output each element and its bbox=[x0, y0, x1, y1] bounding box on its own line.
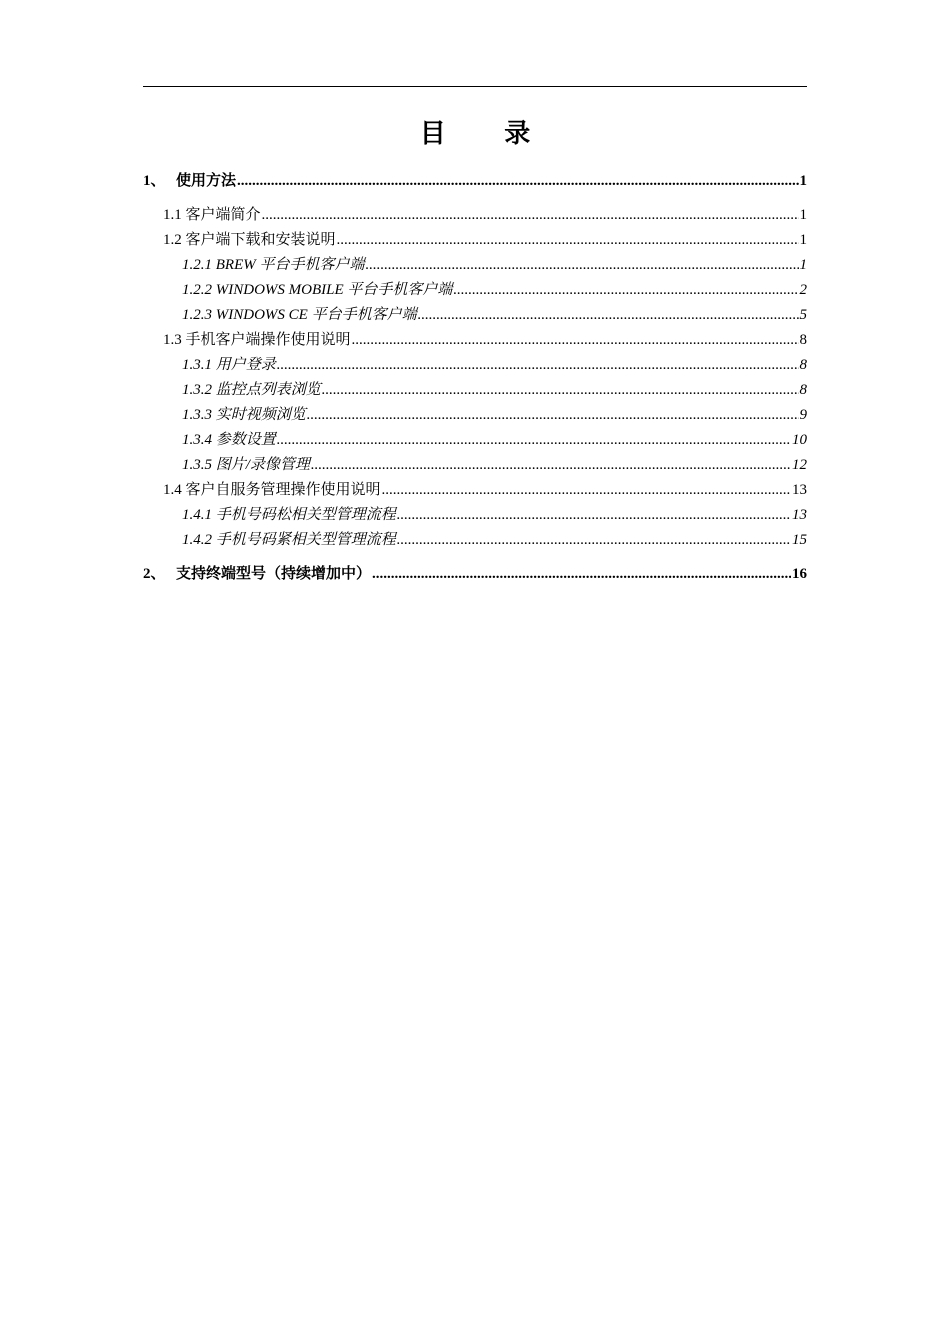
toc-entry[interactable] bbox=[143, 562, 807, 584]
toc-entry[interactable] bbox=[182, 353, 807, 375]
dot-leader bbox=[322, 380, 799, 400]
dot-leader bbox=[337, 230, 799, 250]
toc-entry-text: 1.3.1 用户登录 bbox=[182, 357, 276, 373]
toc-entry-page: 1 bbox=[799, 257, 807, 273]
toc-entry[interactable] bbox=[182, 378, 807, 400]
toc-entry-text: 1.3.2 监控点列表浏览 bbox=[182, 382, 321, 398]
toc-entry-text: 支持终端型号（持续增加中） bbox=[176, 566, 372, 582]
toc-entry-text: 1.2.2 WINDOWS MOBILE 平台手机客户端 bbox=[182, 282, 453, 298]
toc-entry-text: 1.3.4 参数设置 bbox=[182, 432, 276, 448]
toc-entry-label bbox=[143, 171, 236, 191]
toc-entry-page: 1 bbox=[799, 173, 807, 189]
toc-entry-page: 5 bbox=[799, 307, 807, 323]
toc-title: 目 录 bbox=[419, 119, 557, 148]
dot-leader bbox=[372, 564, 791, 584]
toc-entry-text: 1.2.3 WINDOWS CE 平台手机客户端 bbox=[182, 307, 417, 323]
toc-entry[interactable] bbox=[163, 478, 807, 500]
toc-entry-text: 1.2.1 BREW 平台手机客户端 bbox=[182, 257, 365, 273]
toc-entry[interactable] bbox=[182, 403, 807, 425]
toc-entry[interactable] bbox=[163, 228, 807, 250]
toc-entry[interactable] bbox=[182, 528, 807, 550]
dot-leader bbox=[397, 530, 791, 550]
toc-entry-text: 1.3.3 实时视频浏览 bbox=[182, 407, 306, 423]
toc-entry-text: 1.4.2 手机号码紧相关型管理流程 bbox=[182, 532, 396, 548]
toc-entry-page: 13 bbox=[792, 507, 807, 523]
toc-entry-page: 16 bbox=[792, 566, 807, 582]
dot-leader bbox=[418, 305, 799, 325]
toc-entry[interactable] bbox=[182, 253, 807, 275]
toc-entry-text: 1.4 客户自服务管理操作使用说明 bbox=[163, 482, 381, 498]
dot-leader bbox=[277, 430, 791, 450]
toc-entry-page: 9 bbox=[799, 407, 807, 423]
toc-entry-text: 1.1 客户端简介 bbox=[163, 207, 261, 223]
toc-entry-label bbox=[143, 564, 371, 584]
toc-entry[interactable] bbox=[182, 278, 807, 300]
toc-entry[interactable] bbox=[163, 203, 807, 225]
toc-entry-number: 2、 bbox=[143, 566, 166, 582]
toc-entry-page: 8 bbox=[799, 332, 807, 348]
dot-leader bbox=[397, 505, 791, 525]
dot-leader bbox=[382, 480, 791, 500]
toc-entry-page: 8 bbox=[799, 382, 807, 398]
toc-entry[interactable] bbox=[163, 328, 807, 350]
toc-entry-text: 1.4.1 手机号码松相关型管理流程 bbox=[182, 507, 396, 523]
toc-entry-page: 13 bbox=[792, 482, 807, 498]
toc-entry[interactable] bbox=[182, 428, 807, 450]
dot-leader bbox=[352, 330, 799, 350]
toc-entry[interactable] bbox=[182, 453, 807, 475]
header-rule bbox=[143, 86, 807, 87]
toc-entry-text: 1.2 客户端下载和安装说明 bbox=[163, 232, 336, 248]
toc-entry-page: 10 bbox=[792, 432, 807, 448]
toc-entry-page: 8 bbox=[799, 357, 807, 373]
toc-entry[interactable] bbox=[182, 303, 807, 325]
toc-entry[interactable] bbox=[182, 503, 807, 525]
dot-leader bbox=[277, 355, 799, 375]
toc-entry-page: 1 bbox=[799, 207, 807, 223]
toc-entry-page: 12 bbox=[792, 457, 807, 473]
dot-leader bbox=[453, 280, 798, 300]
toc-entry-page: 15 bbox=[792, 532, 807, 548]
dot-leader bbox=[365, 255, 798, 275]
dot-leader bbox=[237, 171, 798, 191]
toc-entry-page: 2 bbox=[799, 282, 807, 298]
toc-entry-number: 1、 bbox=[143, 173, 166, 189]
dot-leader bbox=[311, 455, 791, 475]
toc-entry-page: 1 bbox=[799, 232, 807, 248]
dot-leader bbox=[262, 205, 799, 225]
toc-entry-text: 1.3 手机客户端操作使用说明 bbox=[163, 332, 351, 348]
toc-entry[interactable] bbox=[143, 169, 807, 191]
dot-leader bbox=[307, 405, 799, 425]
toc-entry-text: 1.3.5 图片/录像管理 bbox=[182, 457, 310, 473]
toc-entry-text: 使用方法 bbox=[176, 173, 237, 189]
